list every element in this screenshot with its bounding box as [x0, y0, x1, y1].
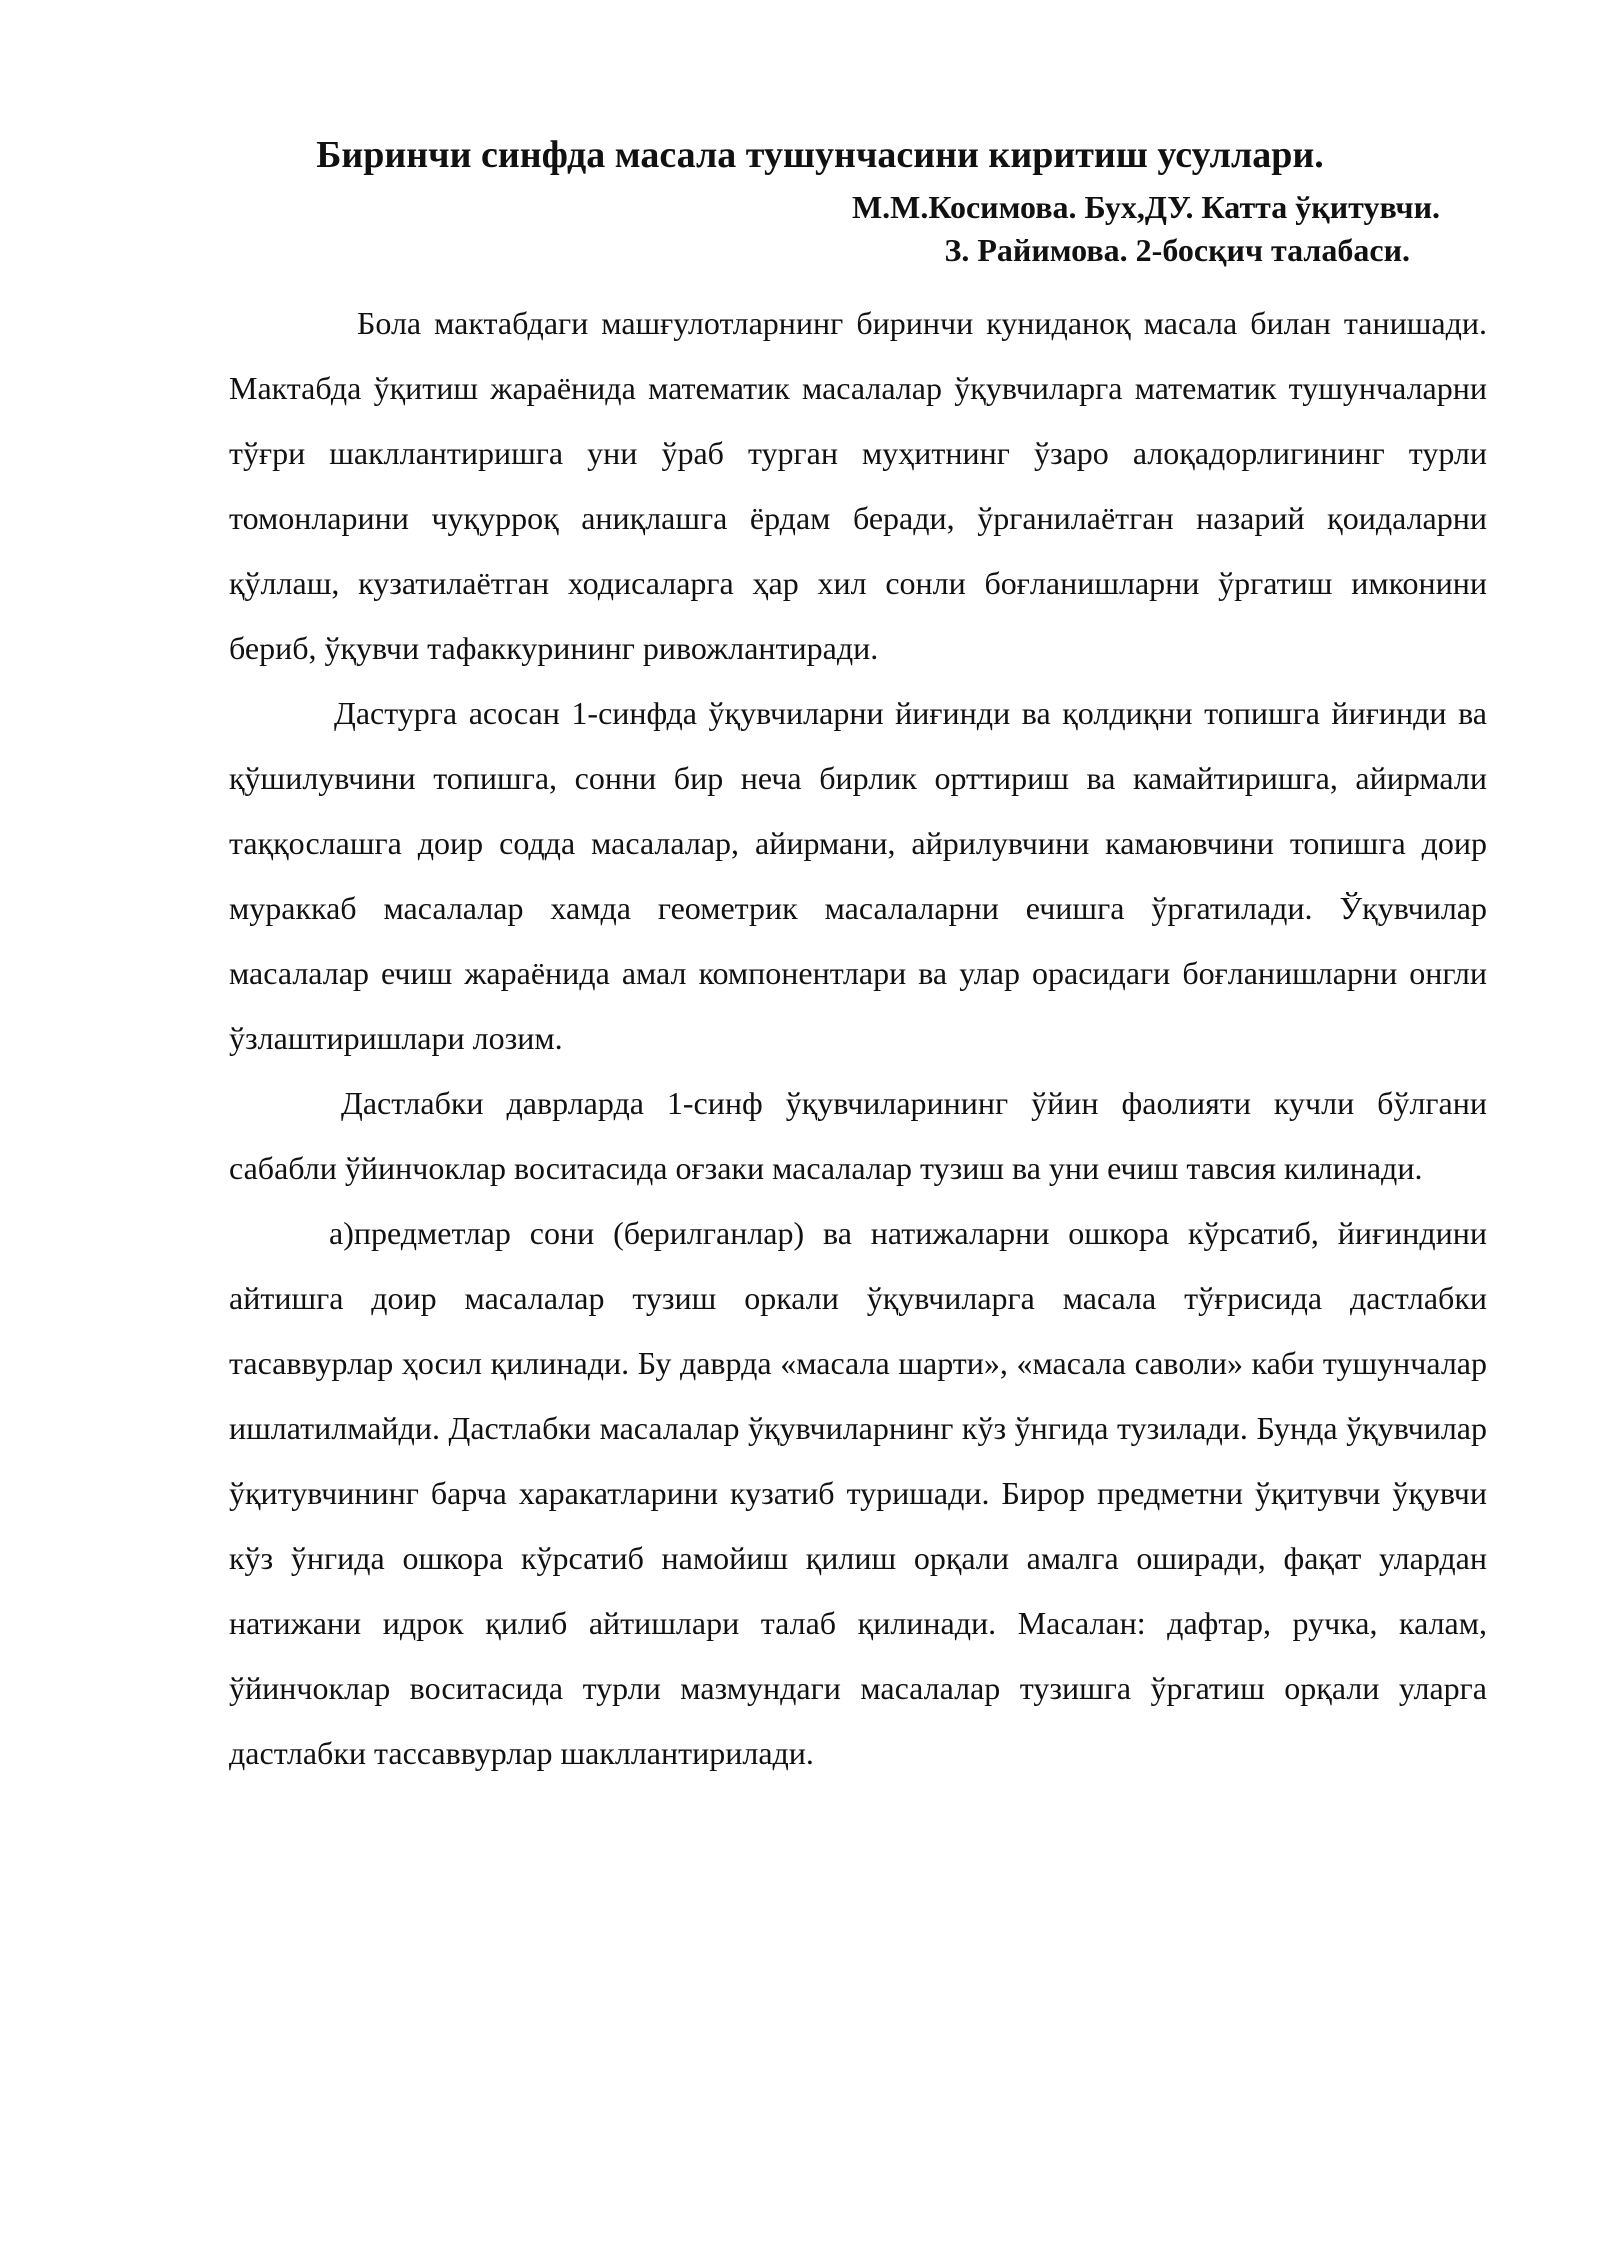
body-paragraph-2: Дастурга асосан 1-синфда ўқувчиларни йиғинди ва қолдиқни топишга йиғинди ва қўшилувчини топишга, сонни бир неча бирлик орттириш ва камайтиришга, айирмали таққослашга доир содда масалалар, айирмани, айрилувчини камаювчини топишга доир мураккаб масалалар хамда геометрик масалаларни ечишга ўргатилади. Ўқувчилар масалалар ечиш жараёнида амал компонентлари ва улар орасидаги боғланишларни онгли ўзлаштиришлари лозим. [229, 695, 1487, 1056]
document-body [229, 291, 1487, 1786]
document-title: Биринчи синфда масала тушунчасини киритиш усуллари. [316, 134, 1324, 176]
author-line-primary: М.М.Косимова. Бух,ДУ. Катта ўқитувчи. [851, 189, 1440, 225]
body-paragraph-3: Дастлабки даврларда 1-синф ўқувчиларининг ўйин фаолияти кучли бўлгани сабабли ўйинчоклар воситасида оғзаки масалалар тузиш ва уни ечиш тавсия килинади. [229, 1085, 1487, 1186]
body-paragraph-4: а)предметлар сони (берилганлар) ва натижаларни ошкора кўрсатиб, йиғиндини айтишга доир масалалар тузиш оркали ўқувчиларга масала тўғрисида дастлабки тасаввурлар ҳосил қилинади. Бу даврда «масала шарти», «масала саволи» каби тушунчалар ишлатилмайди. Дастлабки масалалар ўқувчиларнинг кўз ўнгида тузилади. Бунда ўқувчилар ўқитувчининг барча харакатларини кузатиб туришади. Бирор предметни ўқитувчи ўқувчи кўз ўнгида ошкора кўрсатиб намойиш қилиш орқали амалга оширади, фақат улардан натижани идрок қилиб айтишлари талаб қилинади. Масалан: дафтар, ручка, калам, ўйинчоклар воситасида турли мазмундаги масалалар тузишга ўргатиш орқали уларга дастлабки тассаввурлар шакллантирилади. [229, 1215, 1487, 1771]
body-paragraph-1: Бола мактабдаги машғулотларнинг биринчи куниданоқ масала билан танишади. Мактабда ўқитиш жараёнида математик масалалар ўқувчиларга математик тушунчаларни тўғри шакллантиришга уни ўраб турган муҳитнинг ўзаро алоқадорлигининг турли томонларини чуқурроқ аниқлашга ёрдам беради, ўрганилаётган назарий қоидаларни қўллаш, кузатилаётган ходисаларга ҳар хил сонли боғланишларни ўргатиш имконини бериб, ўқувчи тафаккурининг ривожлантиради. [229, 305, 1487, 666]
author-line-secondary: З. Райимова. 2-босқич талабаси. [944, 232, 1410, 268]
